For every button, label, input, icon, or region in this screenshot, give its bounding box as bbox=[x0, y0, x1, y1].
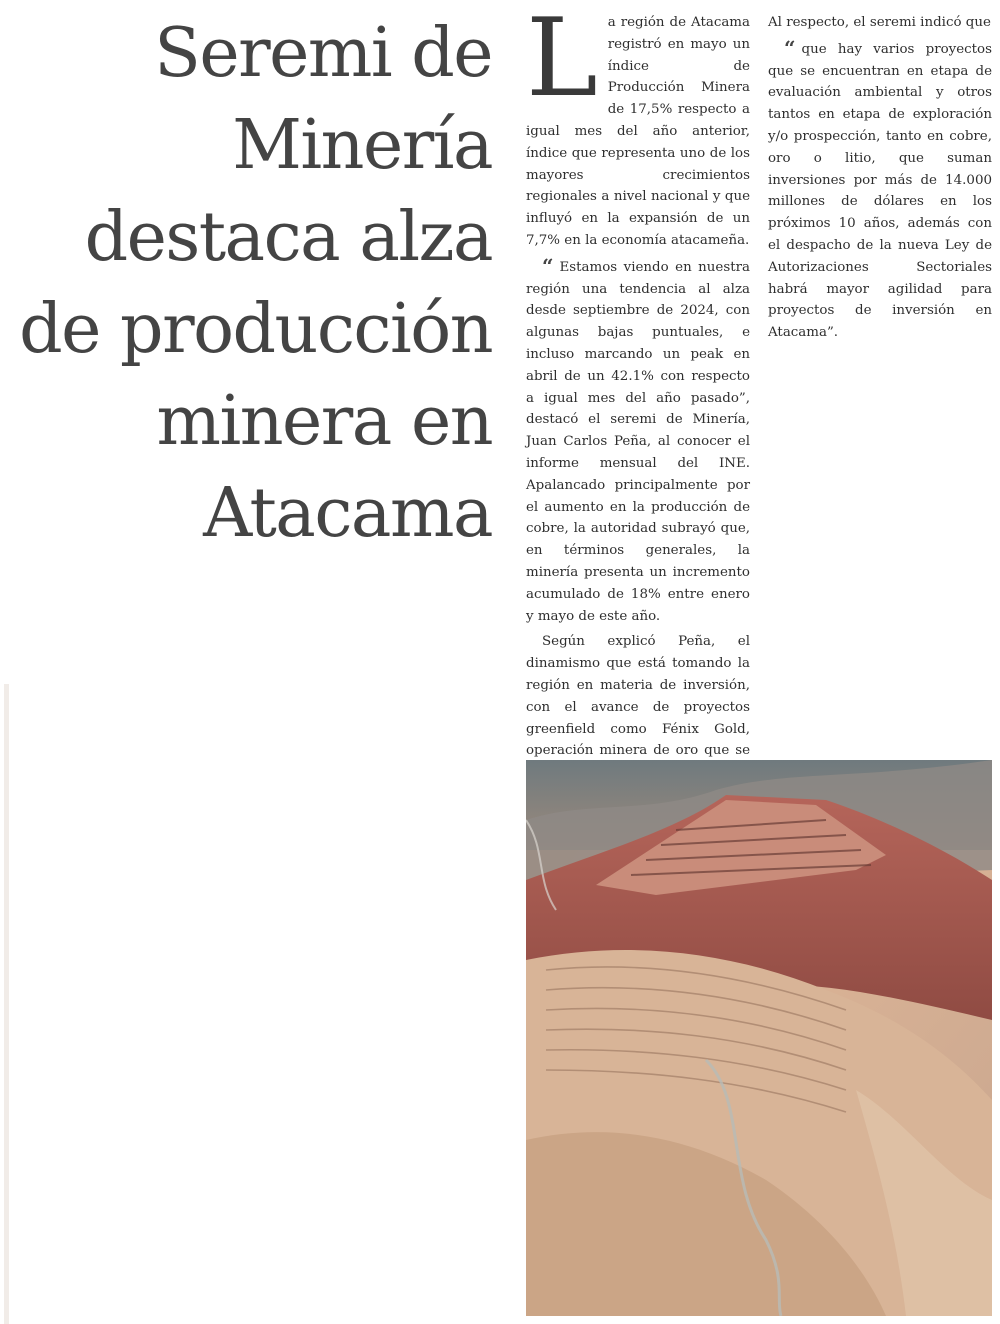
headline-line: destaca alza bbox=[84, 198, 492, 277]
lead-paragraph bbox=[526, 0, 750, 252]
headline-line: minera en bbox=[156, 382, 492, 461]
side-rule bbox=[4, 684, 9, 1324]
quote-mark-icon: “ bbox=[542, 253, 554, 278]
headline-line: Minería bbox=[232, 106, 492, 185]
open-pit-mine-aerial-photo-icon bbox=[526, 760, 992, 1316]
quote-mark-icon: “ bbox=[784, 35, 796, 60]
headline-line: de producción bbox=[19, 290, 492, 369]
headline-line: Seremi de bbox=[154, 14, 492, 93]
article-column-2 bbox=[768, 12, 992, 348]
quote-paragraph bbox=[768, 35, 992, 344]
quote-paragraph-text: Estamos viendo en nuestra región una tendencia al alza desde septiembre de 2024, con algunas bajas puntuales, e incluso marcando un peak en abril de un 42.1% con respecto a igual mes del año pasado”, destacó el seremi de Minería, Juan Carlos Peña, al conocer el informe mensual del INE. Apalancado principalmente por el aumento en la producción de cobre, la autoridad subrayó que, en términos generales, la minería presenta un incremento acumulado de 18% entre enero y mayo de este año. bbox=[526, 259, 750, 624]
body-paragraph: Al respecto, el seremi indicó que bbox=[768, 15, 991, 30]
dropcap: L bbox=[526, 0, 598, 121]
headline bbox=[0, 8, 492, 560]
quote-paragraph-text: que hay varios proyectos que se encuentran en etapa de evaluación ambiental y otros tantos en etapa de exploración y/o prospección, tanto en cobre, oro o litio, que suman inversiones por más de 14.000 millones de dólares en los próximos 10 años, además con el despacho de la nueva Ley de Autorizaciones Sectoriales habrá mayor agilidad para proyectos de inversión en Atacama”. bbox=[768, 41, 992, 341]
body-paragraph: Según explicó Peña, el dinamismo que está tomando la región en materia de inversión, con el avance de proyectos greenfield como Fénix Gold, operación minera de oro que se bbox=[526, 634, 750, 759]
headline-line: Atacama bbox=[203, 474, 492, 553]
quote-paragraph bbox=[526, 253, 750, 628]
lead-paragraph-text: a región de Atacama registró en mayo un índice de Producción Minera de 17,5% respecto a igual mes del año anterior, índice que representa uno de los mayores crecimientos regionales a nivel nacional y que influyó en la expansión de un 7,7% en la economía atacameña. bbox=[526, 15, 750, 248]
